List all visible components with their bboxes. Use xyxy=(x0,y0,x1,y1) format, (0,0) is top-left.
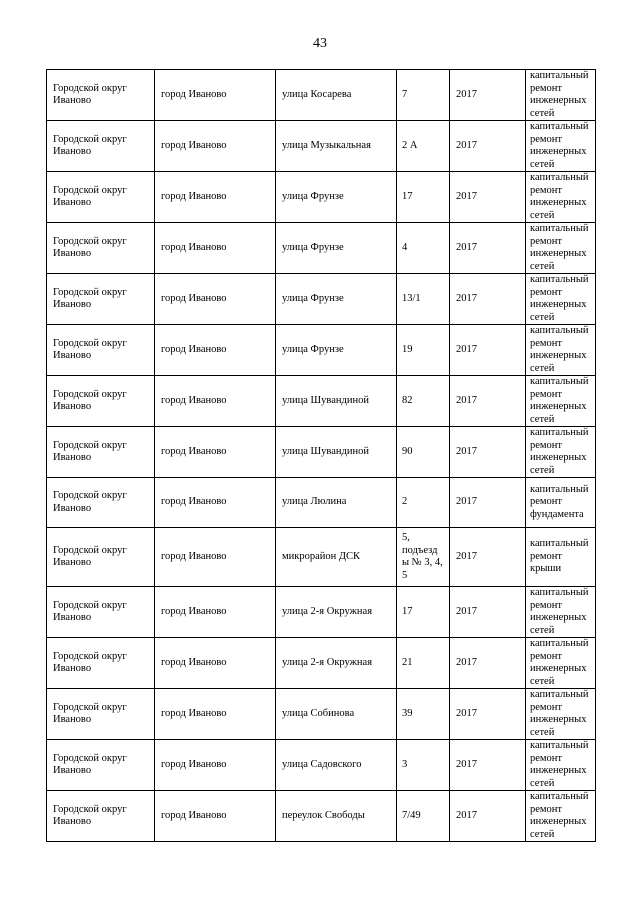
house-number-cell: 19 xyxy=(397,325,450,376)
municipality-cell: Городской округ Иваново xyxy=(47,740,155,791)
table-row xyxy=(47,121,596,172)
house-number-cell: 7/49 xyxy=(397,791,450,842)
municipality-cell: Городской округ Иваново xyxy=(47,791,155,842)
year-cell: 2017 xyxy=(450,325,526,376)
work-type-cell: капитальный ремонт инженерных сетей xyxy=(526,740,596,791)
year-cell: 2017 xyxy=(450,274,526,325)
locality-cell: город Иваново xyxy=(155,740,276,791)
municipality-cell: Городской округ Иваново xyxy=(47,427,155,478)
street-cell: улица Фрунзе xyxy=(276,223,397,274)
housing-repair-table xyxy=(46,69,596,842)
house-number-cell: 2 xyxy=(397,478,450,528)
municipality-cell: Городской округ Иваново xyxy=(47,638,155,689)
year-cell: 2017 xyxy=(450,172,526,223)
locality-cell: город Иваново xyxy=(155,587,276,638)
table-row xyxy=(47,274,596,325)
street-cell: улица Фрунзе xyxy=(276,274,397,325)
municipality-cell: Городской округ Иваново xyxy=(47,70,155,121)
locality-cell: город Иваново xyxy=(155,427,276,478)
municipality-cell: Городской округ Иваново xyxy=(47,587,155,638)
locality-cell: город Иваново xyxy=(155,325,276,376)
street-cell: улица Косарева xyxy=(276,70,397,121)
work-type-cell: капитальный ремонт инженерных сетей xyxy=(526,223,596,274)
year-cell: 2017 xyxy=(450,740,526,791)
street-cell: микрорайон ДСК xyxy=(276,528,397,587)
table-row xyxy=(47,638,596,689)
locality-cell: город Иваново xyxy=(155,478,276,528)
house-number-cell: 4 xyxy=(397,223,450,274)
year-cell: 2017 xyxy=(450,376,526,427)
year-cell: 2017 xyxy=(450,791,526,842)
street-cell: улица Музыкальная xyxy=(276,121,397,172)
table-row xyxy=(47,740,596,791)
house-number-cell: 17 xyxy=(397,587,450,638)
year-cell: 2017 xyxy=(450,223,526,274)
work-type-cell: капитальный ремонт крыши xyxy=(526,528,596,587)
municipality-cell: Городской округ Иваново xyxy=(47,121,155,172)
table-row xyxy=(47,376,596,427)
year-cell: 2017 xyxy=(450,528,526,587)
work-type-cell: капитальный ремонт инженерных сетей xyxy=(526,638,596,689)
street-cell: улица Фрунзе xyxy=(276,325,397,376)
table-row xyxy=(47,528,596,587)
work-type-cell: капитальный ремонт инженерных сетей xyxy=(526,587,596,638)
locality-cell: город Иваново xyxy=(155,223,276,274)
work-type-cell: капитальный ремонт инженерных сетей xyxy=(526,427,596,478)
locality-cell: город Иваново xyxy=(155,528,276,587)
locality-cell: город Иваново xyxy=(155,172,276,223)
work-type-cell: капитальный ремонт инженерных сетей xyxy=(526,121,596,172)
page-number: 43 xyxy=(313,36,327,51)
locality-cell: город Иваново xyxy=(155,689,276,740)
house-number-cell: 90 xyxy=(397,427,450,478)
street-cell: улица 2-я Окружная xyxy=(276,638,397,689)
table-body xyxy=(47,70,596,842)
year-cell: 2017 xyxy=(450,70,526,121)
table-row xyxy=(47,172,596,223)
municipality-cell: Городской округ Иваново xyxy=(47,274,155,325)
street-cell: улица Шувандиной xyxy=(276,376,397,427)
work-type-cell: капитальный ремонт фундамента xyxy=(526,478,596,528)
work-type-cell: капитальный ремонт инженерных сетей xyxy=(526,791,596,842)
house-number-cell: 39 xyxy=(397,689,450,740)
work-type-cell: капитальный ремонт инженерных сетей xyxy=(526,376,596,427)
table-row xyxy=(47,223,596,274)
house-number-cell: 21 xyxy=(397,638,450,689)
street-cell: переулок Свободы xyxy=(276,791,397,842)
municipality-cell: Городской округ Иваново xyxy=(47,376,155,427)
house-number-cell: 3 xyxy=(397,740,450,791)
table-row xyxy=(47,791,596,842)
house-number-cell: 7 xyxy=(397,70,450,121)
street-cell: улица Садовского xyxy=(276,740,397,791)
locality-cell: город Иваново xyxy=(155,70,276,121)
house-number-cell: 17 xyxy=(397,172,450,223)
municipality-cell: Городской округ Иваново xyxy=(47,528,155,587)
year-cell: 2017 xyxy=(450,121,526,172)
table-row xyxy=(47,70,596,121)
year-cell: 2017 xyxy=(450,587,526,638)
municipality-cell: Городской округ Иваново xyxy=(47,172,155,223)
locality-cell: город Иваново xyxy=(155,638,276,689)
street-cell: улица 2-я Окружная xyxy=(276,587,397,638)
locality-cell: город Иваново xyxy=(155,376,276,427)
municipality-cell: Городской округ Иваново xyxy=(47,325,155,376)
municipality-cell: Городской округ Иваново xyxy=(47,689,155,740)
street-cell: улица Собинова xyxy=(276,689,397,740)
house-number-cell: 2 А xyxy=(397,121,450,172)
locality-cell: город Иваново xyxy=(155,121,276,172)
year-cell: 2017 xyxy=(450,689,526,740)
municipality-cell: Городской округ Иваново xyxy=(47,478,155,528)
house-number-cell: 5, подъезды № 3, 4, 5 xyxy=(397,528,450,587)
work-type-cell: капитальный ремонт инженерных сетей xyxy=(526,274,596,325)
street-cell: улица Люлина xyxy=(276,478,397,528)
table-row xyxy=(47,478,596,528)
year-cell: 2017 xyxy=(450,427,526,478)
street-cell: улица Фрунзе xyxy=(276,172,397,223)
street-cell: улица Шувандиной xyxy=(276,427,397,478)
locality-cell: город Иваново xyxy=(155,274,276,325)
table-row xyxy=(47,689,596,740)
locality-cell: город Иваново xyxy=(155,791,276,842)
year-cell: 2017 xyxy=(450,638,526,689)
year-cell: 2017 xyxy=(450,478,526,528)
house-number-cell: 13/1 xyxy=(397,274,450,325)
work-type-cell: капитальный ремонт инженерных сетей xyxy=(526,689,596,740)
work-type-cell: капитальный ремонт инженерных сетей xyxy=(526,325,596,376)
house-number-cell: 82 xyxy=(397,376,450,427)
work-type-cell: капитальный ремонт инженерных сетей xyxy=(526,172,596,223)
municipality-cell: Городской округ Иваново xyxy=(47,223,155,274)
work-type-cell: капитальный ремонт инженерных сетей xyxy=(526,70,596,121)
table-row xyxy=(47,325,596,376)
table-row xyxy=(47,427,596,478)
table-row xyxy=(47,587,596,638)
